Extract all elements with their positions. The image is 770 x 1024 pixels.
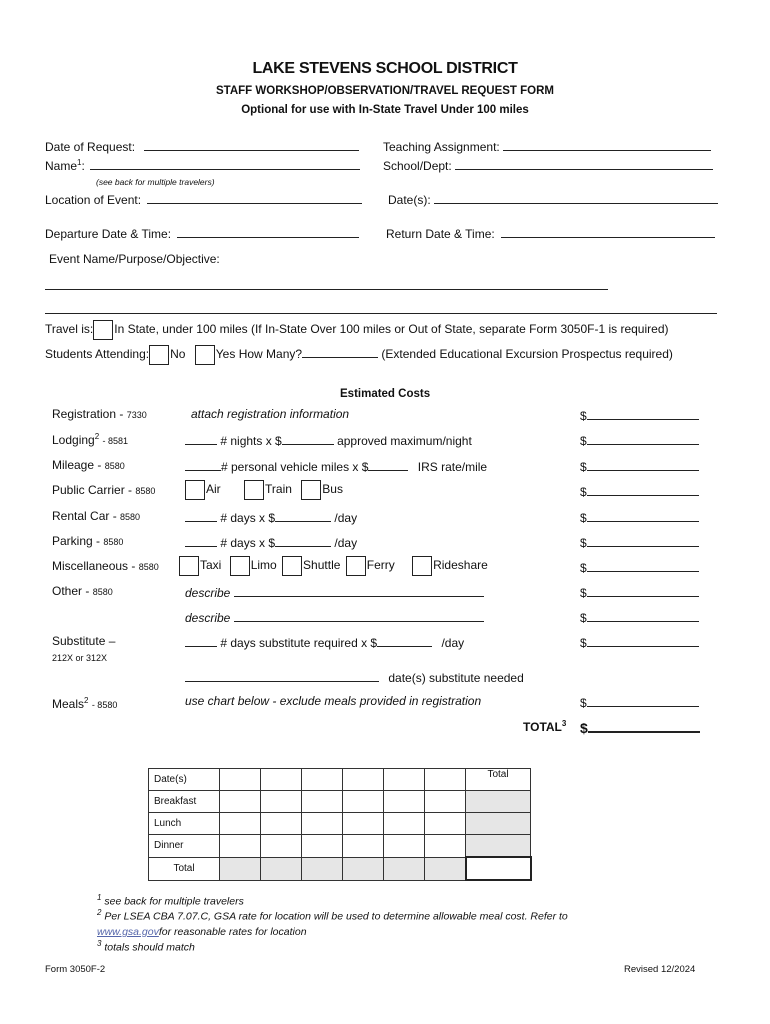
date-of-request-label: Date of Request: (45, 140, 136, 154)
lodging-amount[interactable]: $ (580, 432, 699, 448)
other-describe-1[interactable]: describe (185, 584, 484, 600)
students-yes-label: Yes (215, 347, 236, 362)
estimated-costs-heading: Estimated Costs (340, 388, 431, 400)
how-many-input[interactable] (302, 345, 378, 358)
meal-cell[interactable] (384, 835, 425, 858)
form-number: Form 3050F-2 (45, 964, 106, 975)
registration-amount[interactable]: $ (580, 407, 699, 423)
name-footnote-mark: 1 (77, 158, 82, 167)
substitute-label: Substitute – (52, 634, 116, 648)
mileage-amount[interactable]: $ (580, 458, 699, 474)
meal-cell[interactable] (261, 813, 302, 835)
meal-date-cell[interactable] (384, 769, 425, 791)
other-amount-2[interactable]: $ (580, 609, 699, 625)
teaching-assignment-label: Teaching Assignment: (383, 140, 500, 154)
ferry-checkbox[interactable] (346, 556, 366, 576)
dinner-row-label: Dinner (149, 835, 220, 858)
meal-cell[interactable] (220, 835, 261, 858)
substitute-code: 212X or 312X (52, 653, 108, 663)
event-purpose-label: Event Name/Purpose/Objective: (49, 252, 220, 266)
purpose-line-1[interactable] (45, 289, 608, 290)
registration-label: Registration - 7330 (52, 407, 147, 421)
travel-row (45, 320, 669, 340)
meal-cell[interactable] (261, 835, 302, 858)
prospectus-note: (Extended Educational Excursion Prospectus required) (381, 347, 673, 362)
rideshare-checkbox[interactable] (412, 556, 432, 576)
meal-day-total (220, 857, 261, 880)
meal-cell[interactable] (220, 791, 261, 813)
meal-total-cell (466, 813, 531, 835)
travel-instate-checkbox[interactable] (93, 320, 113, 340)
total-amount[interactable]: $ (580, 719, 700, 736)
date-of-request-field[interactable] (45, 138, 359, 154)
miscellaneous-label: Miscellaneous - 8580 (52, 559, 159, 573)
meals-desc: use chart below - exclude meals provided in registration (185, 694, 482, 708)
meal-grand-total[interactable] (466, 857, 531, 880)
rental-car-row[interactable]: # days x $ /day (185, 509, 357, 525)
parking-row[interactable]: # days x $ /day (185, 534, 357, 550)
other-describe-2[interactable]: describe (185, 609, 484, 625)
parking-label: Parking - 8580 (52, 534, 124, 548)
meal-total-row-label: Total (149, 857, 220, 880)
dates-field[interactable] (388, 191, 718, 207)
gsa-link[interactable]: www.gsa.gov (97, 926, 159, 938)
air-checkbox[interactable] (185, 480, 205, 500)
meal-date-cell[interactable] (302, 769, 343, 791)
meal-cell[interactable] (302, 813, 343, 835)
meal-day-total (343, 857, 384, 880)
parking-amount[interactable]: $ (580, 534, 699, 550)
misc-amount[interactable]: $ (580, 559, 699, 575)
meal-cell[interactable] (425, 813, 466, 835)
dates-label: Date(s): (388, 193, 431, 207)
form-title: STAFF WORKSHOP/OBSERVATION/TRAVEL REQUEST FORM (216, 85, 554, 97)
form-subtitle: Optional for use with In-State Travel Under 100 miles (241, 104, 529, 116)
public-carrier-amount[interactable]: $ (580, 483, 699, 499)
name-label: Name (45, 159, 78, 173)
meal-total-header: Total (466, 769, 531, 791)
public-carrier-label: Public Carrier - 8580 (52, 483, 156, 497)
meal-cell[interactable] (261, 791, 302, 813)
travel-label: Travel is: (45, 322, 94, 337)
meal-table (148, 768, 532, 881)
breakfast-row-label: Breakfast (149, 791, 220, 813)
misc-options: Taxi Limo Shuttle Ferry Rideshare (179, 556, 488, 576)
students-no-label: No (170, 347, 186, 362)
rental-car-amount[interactable]: $ (580, 509, 699, 525)
students-no-checkbox[interactable] (149, 345, 169, 365)
meal-date-cell[interactable] (425, 769, 466, 791)
how-many-label: How Many? (238, 347, 303, 362)
meal-day-total (302, 857, 343, 880)
meal-date-cell[interactable] (343, 769, 384, 791)
mileage-row[interactable]: # personal vehicle miles x $ IRS rate/mile (185, 458, 487, 474)
location-field[interactable] (45, 191, 362, 207)
footnote-3: $^3$ totals should match (97, 939, 195, 954)
meal-total-cell (466, 791, 531, 813)
meal-cell[interactable] (302, 791, 343, 813)
departure-field[interactable] (45, 225, 359, 241)
meal-dates-header: Date(s) (149, 769, 220, 791)
return-field[interactable] (386, 225, 715, 241)
school-dept-label: School/Dept: (383, 159, 452, 173)
substitute-row[interactable]: # days substitute required x $ /day (185, 634, 464, 650)
departure-label: Departure Date & Time: (45, 227, 172, 241)
school-dept-field[interactable] (383, 157, 713, 173)
students-yes-checkbox[interactable] (195, 345, 215, 365)
meals-label: Meals$^2$ - 8580 (52, 696, 118, 711)
meal-cell[interactable] (425, 791, 466, 813)
lodging-row[interactable]: # nights x $ approved maximum/night (185, 432, 472, 448)
shuttle-checkbox[interactable] (282, 556, 302, 576)
students-row (45, 345, 673, 365)
rental-car-label: Rental Car - 8580 (52, 509, 141, 523)
meal-cell[interactable] (343, 791, 384, 813)
train-checkbox[interactable] (244, 480, 264, 500)
name-note: (see back for multiple travelers) (96, 177, 215, 187)
district-title: LAKE STEVENS SCHOOL DISTRICT (252, 60, 518, 77)
meal-total-cell (466, 835, 531, 858)
meal-day-total (261, 857, 302, 880)
mileage-label: Mileage - 8580 (52, 458, 125, 472)
name-field[interactable]: Name$^1$: (45, 157, 360, 173)
meal-cell[interactable] (343, 813, 384, 835)
bus-checkbox[interactable] (301, 480, 321, 500)
footnote-1: $^1$ see back for multiple travelers (97, 893, 244, 908)
location-label: Location of Event: (45, 193, 142, 207)
lodging-label: Lodging$^2$ - 8581 (52, 432, 129, 447)
taxi-checkbox[interactable] (179, 556, 199, 576)
revised-date: Revised 12/2024 (624, 964, 696, 975)
meal-cell[interactable] (343, 835, 384, 858)
other-amount-1[interactable]: $ (580, 584, 699, 600)
total-label: TOTAL$^3$ (523, 719, 567, 734)
teaching-assignment-field[interactable] (383, 138, 711, 154)
other-label: Other - 8580 (52, 584, 113, 598)
lunch-row-label: Lunch (149, 813, 220, 835)
public-carrier-options: Air Train Bus (185, 480, 343, 500)
meal-cell[interactable] (384, 813, 425, 835)
meal-cell[interactable] (425, 835, 466, 858)
purpose-line-2[interactable] (45, 313, 717, 314)
footnote-2-cont: www.gsa.govfor reasonable rates for location (97, 926, 307, 938)
return-label: Return Date & Time: (386, 227, 495, 241)
meals-amount[interactable]: $ (580, 694, 699, 710)
footnote-2: $^2$ Per LSEA CBA 7.07.C, GSA rate for location will be used to determine allowable meal cost. Refer to (97, 908, 568, 923)
students-label: Students Attending: (45, 347, 150, 362)
registration-desc: attach registration information (191, 407, 350, 421)
substitute-amount[interactable]: $ (580, 634, 699, 650)
meal-date-cell[interactable] (261, 769, 302, 791)
meal-date-cell[interactable] (220, 769, 261, 791)
substitute-needed-row[interactable]: date(s) substitute needed (185, 669, 524, 685)
meal-cell[interactable] (220, 813, 261, 835)
meal-cell[interactable] (384, 791, 425, 813)
limo-checkbox[interactable] (230, 556, 250, 576)
meal-cell[interactable] (302, 835, 343, 858)
meal-day-total (425, 857, 466, 880)
travel-instate-text: In State, under 100 miles (If In-State Over 100 miles or Out of State, separate Form 3050F-1 is required) (114, 322, 669, 337)
meal-day-total (384, 857, 425, 880)
